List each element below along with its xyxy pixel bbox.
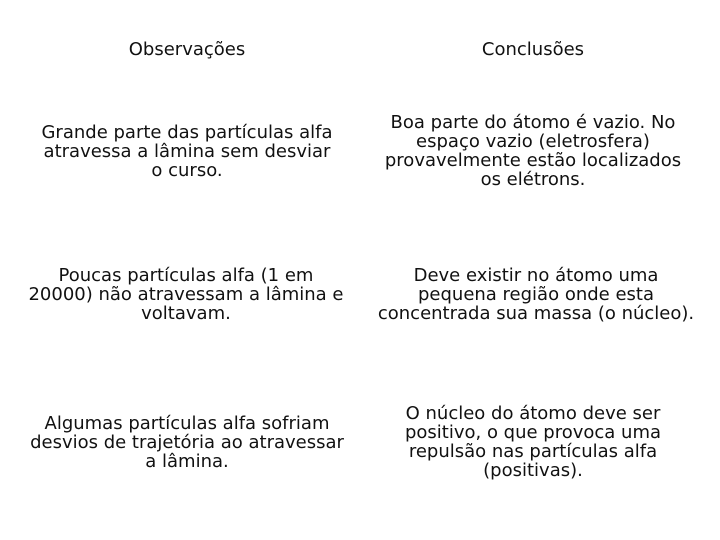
conclusion-1-line-2: espaço vazio (eletrosfera) [416, 131, 650, 152]
observation-3 [14, 414, 360, 471]
observation-3-line-3: a lâmina. [145, 451, 229, 472]
conclusion-2-line-3: concentrada sua massa (o núcleo). [377, 303, 695, 324]
conclusion-3-line-1: O núcleo do átomo deve ser [405, 403, 661, 424]
conclusion-2-line-1: Deve existir no átomo uma [413, 265, 659, 286]
conclusions-header: Conclusões [481, 39, 585, 60]
conclusion-3-line-3: repulsão nas partículas alfa [408, 441, 658, 462]
conclusion-1-line-1: Boa parte do átomo é vazio. No [390, 112, 676, 133]
observation-1 [17, 123, 357, 180]
conclusion-3 [363, 404, 703, 480]
conclusion-2 [362, 266, 710, 323]
observation-2-line-3: voltavam. [141, 303, 231, 324]
observations-header: Observações [128, 39, 246, 60]
observation-2-line-1: Poucas partículas alfa (1 em [58, 265, 314, 286]
observation-3-line-2: desvios de trajetória ao atravessar [30, 432, 344, 453]
conclusion-3-line-2: positivo, o que provoca uma [404, 422, 662, 443]
observation-2 [11, 266, 361, 323]
observation-2-line-2: 20000) não atravessam a lâmina e [28, 284, 344, 305]
conclusion-2-line-2: pequena região onde esta [417, 284, 655, 305]
observation-1-line-2: atravessa a lâmina sem desviar [43, 141, 331, 162]
observation-1-line-3: o curso. [151, 160, 223, 181]
observation-1-line-1: Grande parte das partículas alfa [41, 122, 333, 143]
conclusion-1 [363, 113, 703, 189]
conclusion-3-line-4: (positivas). [483, 460, 583, 481]
conclusion-1-line-3: provavelmente estão localizados [384, 150, 682, 171]
conclusion-1-line-4: os elétrons. [480, 169, 586, 190]
observation-3-line-1: Algumas partículas alfa sofriam [44, 413, 330, 434]
